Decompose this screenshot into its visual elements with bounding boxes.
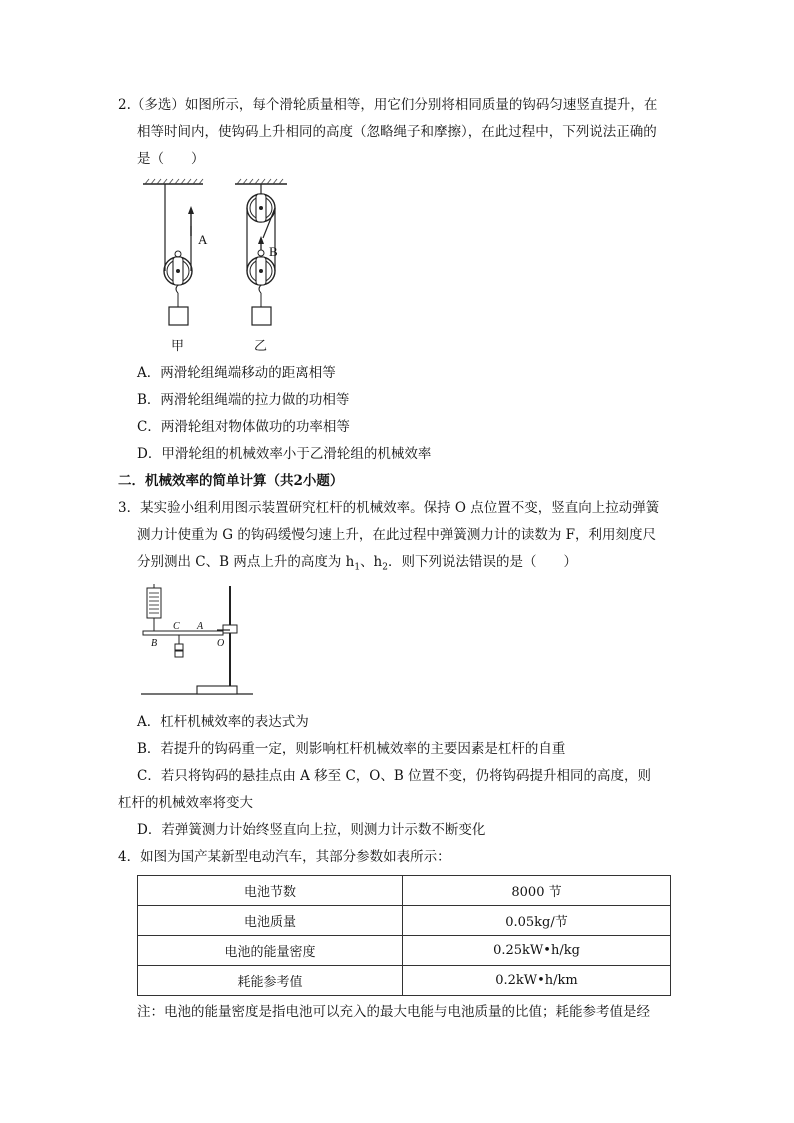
rope-end-label-b: B: [269, 244, 278, 259]
pulley-system-jia: [143, 179, 208, 353]
lever-label-o: O: [217, 638, 225, 649]
lever-label-a: A: [197, 621, 204, 632]
table-cell-value: 8000 节: [403, 876, 671, 906]
q2-option-c: C．两滑轮组对物体做功的功率相等: [137, 419, 350, 435]
table-cell-value: 0.05kg/节: [403, 906, 671, 936]
pulley-figure: [135, 176, 310, 358]
q3-line-2: 测力计使重为 G 的钩码缓慢匀速上升，在此过程中弹簧测力计的读数为 F，利用刻度尺: [137, 527, 657, 543]
lever-label-b: B: [151, 638, 158, 649]
q3-option-c-line-2: 杠杆的机械效率将变大: [118, 795, 253, 811]
table-row: [138, 966, 671, 996]
pulley-system-yi: [235, 179, 287, 353]
table-row: [138, 936, 671, 966]
q3-option-b: B．若提升的钩码重一定，则影响杠杆机械效率的主要因素是杠杆的自重: [137, 741, 566, 757]
q2-option-a: A．两滑轮组绳端移动的距离相等: [137, 365, 336, 381]
table-cell-value: 0.2kW•h/km: [403, 966, 671, 996]
table-cell-key: 电池质量: [138, 906, 403, 936]
caption-yi: 乙: [254, 338, 268, 353]
q2-option-b: B．两滑轮组绳端的拉力做的功相等: [137, 392, 350, 408]
q4-intro: 4．如图为国产某新型电动汽车，其部分参数如表所示：: [118, 849, 451, 865]
lever-figure: [135, 582, 255, 700]
table-cell-key: 电池节数: [138, 876, 403, 906]
table-cell-key: 电池的能量密度: [138, 936, 403, 966]
caption-jia: 甲: [171, 338, 185, 353]
table-cell-key: 耗能参考值: [138, 966, 403, 996]
lever-label-c: C: [173, 621, 180, 632]
q3-option-a: A．杠杆机械效率的表达式为: [137, 714, 309, 730]
table-cell-value: 0.25kW•h/kg: [403, 936, 671, 966]
table-row: [138, 876, 671, 906]
q3-line-3: 分别测出 C、B 两点上升的高度为 $h_1$、$h_2$．则下列说法错误的是（ ）: [137, 554, 577, 573]
q3-option-d: D．若弹簧测力计始终竖直向上拉，则测力计示数不断变化: [137, 822, 486, 838]
q3-option-c-line-1: C．若只将钩码的悬挂点由 A 移至 C，O、B 位置不变，仍将钩码提升相同的高度，则: [137, 768, 652, 784]
q2-line-3: 是（ ）: [137, 151, 205, 167]
q2-line-2: 相等时间内，使钩码上升相同的高度（忽略绳子和摩擦），在此过程中，下列说法正确的: [137, 124, 657, 140]
table-row: [138, 906, 671, 936]
q2-line-1: 2.（多选）如图所示，每个滑轮质量相等，用它们分别将相同质量的钩码匀速竖直提升，在: [118, 97, 658, 113]
rope-end-label-a: A: [198, 232, 208, 247]
parameter-table: [137, 875, 671, 996]
section-heading: 二．机械效率的简单计算（共2小题）: [118, 473, 344, 489]
q4-note: 注：电池的能量密度是指电池可以充入的最大电能与电池质量的比值；耗能参考值是经: [137, 1004, 650, 1020]
q3-line-1: 3．某实验小组利用图示装置研究杠杆的机械效率。保持 O 点位置不变，竖直向上拉动弹簧: [118, 500, 660, 516]
q2-option-d: D．甲滑轮组的机械效率小于乙滑轮组的机械效率: [137, 446, 432, 462]
